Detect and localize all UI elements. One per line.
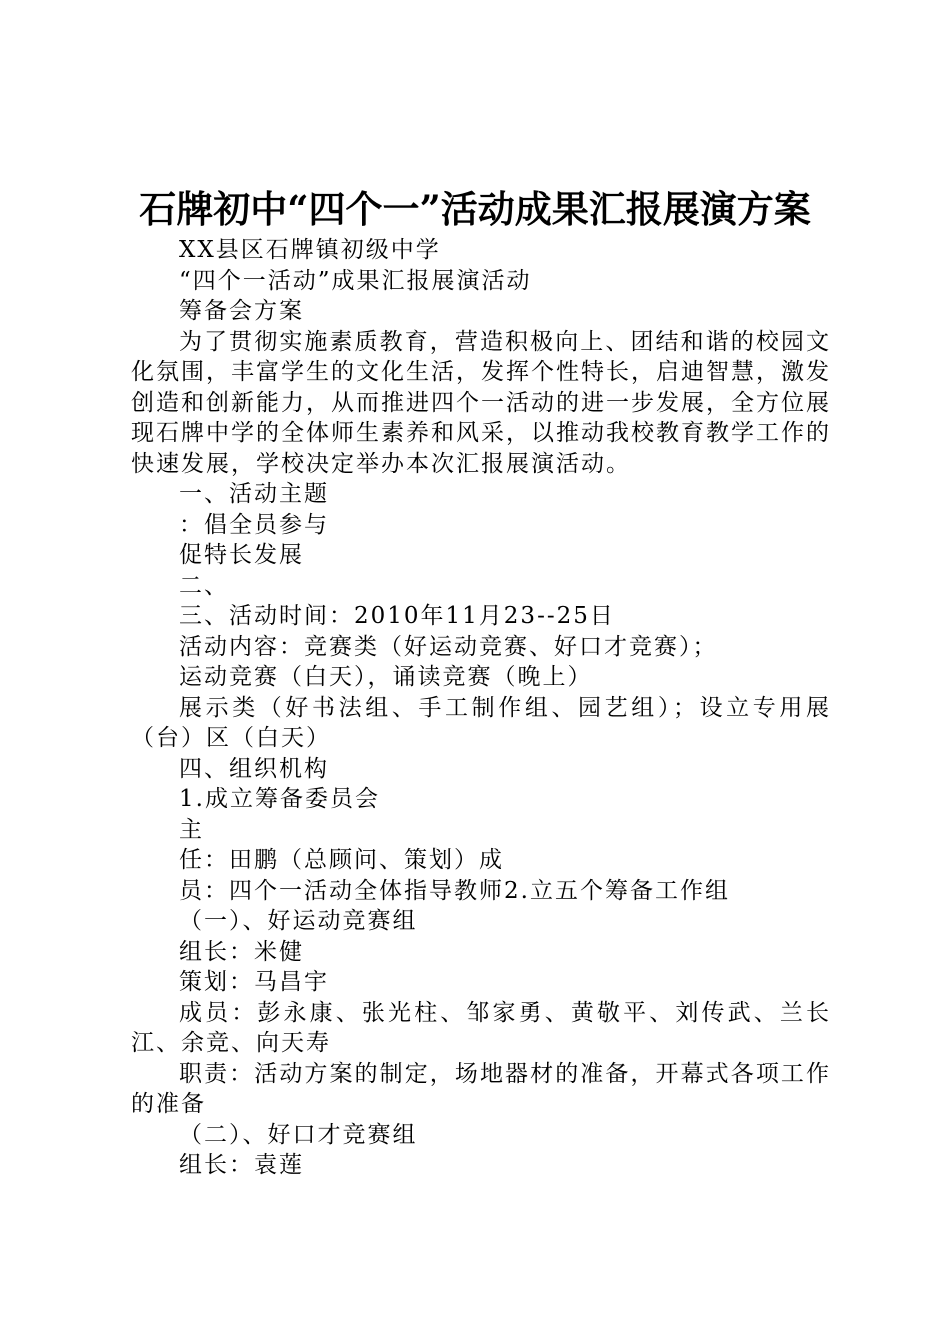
paragraph-group-one-planner: 策划：马昌宇 bbox=[179, 969, 329, 995]
paragraph-director: 任：田鹏（总顾问、策划）成 bbox=[179, 847, 504, 873]
paragraph-group-one-duties: 职责：活动方案的制定，场地器材的准备，开幕式各项工作的准备 bbox=[131, 1060, 831, 1117]
paragraph-competition-schedule: 运动竞赛（白天），诵读竞赛（晚上） bbox=[179, 664, 593, 690]
heading-group-two: （二）、好口才竞赛组 bbox=[179, 1121, 418, 1148]
paragraph-activity-name: “四个一活动”成果汇报展演活动 bbox=[179, 267, 532, 294]
paragraph-group-two-leader: 组长：袁莲 bbox=[179, 1152, 304, 1178]
paragraph-group-one-leader: 组长：米健 bbox=[179, 938, 304, 965]
paragraph-exhibition: 展示类（好书法组、手工制作组、园艺组）；设立专用展（台）区（白天） bbox=[131, 694, 831, 751]
document-body bbox=[131, 235, 831, 1181]
heading-activity-theme: 一、活动主题 bbox=[179, 481, 329, 507]
paragraph-school-name: XX县区石牌镇初级中学 bbox=[179, 237, 441, 263]
heading-group-one: （一）、好运动竞赛组 bbox=[179, 908, 418, 934]
paragraph-committee: 1.成立筹备委员会 bbox=[179, 786, 380, 812]
paragraph-theme-part2: 促特长发展 bbox=[179, 542, 304, 568]
paragraph-group-one-members: 成员：彭永康、张光柱、邹家勇、黄敬平、刘传武、兰长江、余竞、向天寿 bbox=[131, 999, 831, 1056]
paragraph-members: 员：四个一活动全体指导教师2.立五个筹备工作组 bbox=[179, 877, 730, 904]
heading-activity-time: 三、活动时间：2010年11月23--25日 bbox=[179, 603, 615, 629]
paragraph-theme-part1: ：倡全员参与 bbox=[179, 511, 329, 538]
heading-section-two: 二、 bbox=[179, 572, 229, 599]
paragraph-intro: 为了贯彻实施素质教育，营造积极向上、团结和谐的校园文化氛围，丰富学生的文化生活，发挥个性特长，启迪智慧，激发创造和创新能力，从而推进四个一活动的进一步发展，全方位展现石牌中学的全体师生素养和风采，以推动我校教育教学工作的快速发展，学校决定举办本次汇报展演活动。 bbox=[131, 328, 831, 477]
document-title: 石牌初中“四个一”活动成果汇报展演方案 bbox=[139, 187, 811, 231]
paragraph-activity-content: 活动内容：竞赛类（好运动竞赛、好口才竞赛）； bbox=[179, 633, 718, 660]
paragraph-director-label: 主 bbox=[179, 816, 204, 843]
paragraph-plan-name: 筹备会方案 bbox=[179, 298, 304, 324]
heading-organization: 四、组织机构 bbox=[179, 755, 329, 782]
